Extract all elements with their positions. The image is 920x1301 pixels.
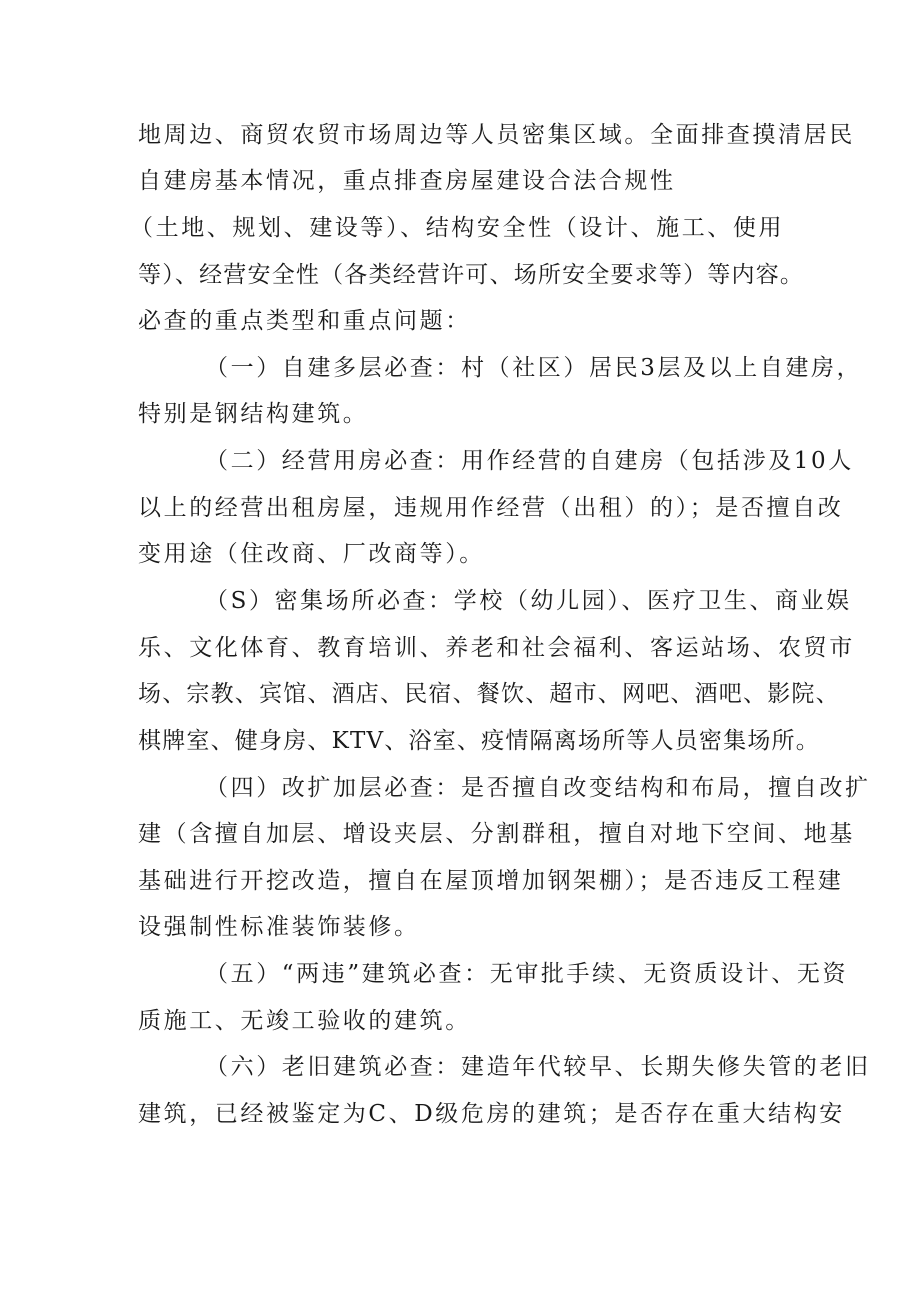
text-line: 必查的重点类型和重点问题： xyxy=(138,308,471,334)
paragraph-first-line: （六）老旧建筑必查：建造年代较早、长期失修失管的老旧 xyxy=(205,1054,871,1080)
text-line: 地周边、商贸农贸市场周边等人员密集区域。全面排查摸清居民 xyxy=(138,122,855,148)
text-line: 场、宗教、宾馆、酒店、民宿、餐饮、超市、网吧、酒吧、影院、 xyxy=(138,681,840,707)
text-line: （土地、规划、建设等）、结构安全性（设计、施工、使用 xyxy=(130,215,785,241)
text-line: 等）、经营安全性（各类经营许可、场所安全要求等）等内容。 xyxy=(138,262,805,288)
paragraph-first-line: （S）密集场所必查：学校（幼儿园）、医疗卫生、商业娱 xyxy=(205,588,852,614)
text-line: 质施工、无竣工验收的建筑。 xyxy=(138,1008,471,1034)
text-line: 变用途（住改商、厂改商等）。 xyxy=(138,541,485,567)
text-line: 乐、文化体育、教育培训、养老和社会福利、客运站场、农贸市 xyxy=(138,635,855,661)
text-line: 设强制性标准装饰装修。 xyxy=(138,914,420,940)
text-line: 棋牌室、健身房、KTV、浴室、疫情隔离场所等人员密集场所。 xyxy=(138,728,820,754)
text-line: 自建房基本情况，重点排查房屋建设合法合规性 xyxy=(138,168,676,194)
paragraph-first-line: （二）经营用房必查：用作经营的自建房（包括涉及10人 xyxy=(205,448,854,474)
text-line: 特别是钢结构建筑。 xyxy=(138,401,369,427)
text-line: 以上的经营出租房屋，违规用作经营（出租）的）；是否擅自改 xyxy=(138,495,844,521)
text-line: 建筑，已经被鉴定为C、D级危房的建筑；是否存在重大结构安 xyxy=(138,1101,845,1127)
text-line: 建（含擅自加层、增设夹层、分割群租，擅自对地下空间、地基 xyxy=(138,821,855,847)
paragraph-first-line: （五）“两违”建筑必查：无审批手续、无资质设计、无资 xyxy=(205,961,849,987)
paragraph-first-line: （一）自建多层必查：村（社区）居民3层及以上自建房， xyxy=(205,355,863,381)
paragraph-first-line: （四）改扩加层必查：是否擅自改变结构和布局，擅自改扩 xyxy=(205,775,871,801)
text-line: 基础进行开挖改造，擅自在屋顶增加钢架棚）；是否违反工程建 xyxy=(138,868,844,894)
